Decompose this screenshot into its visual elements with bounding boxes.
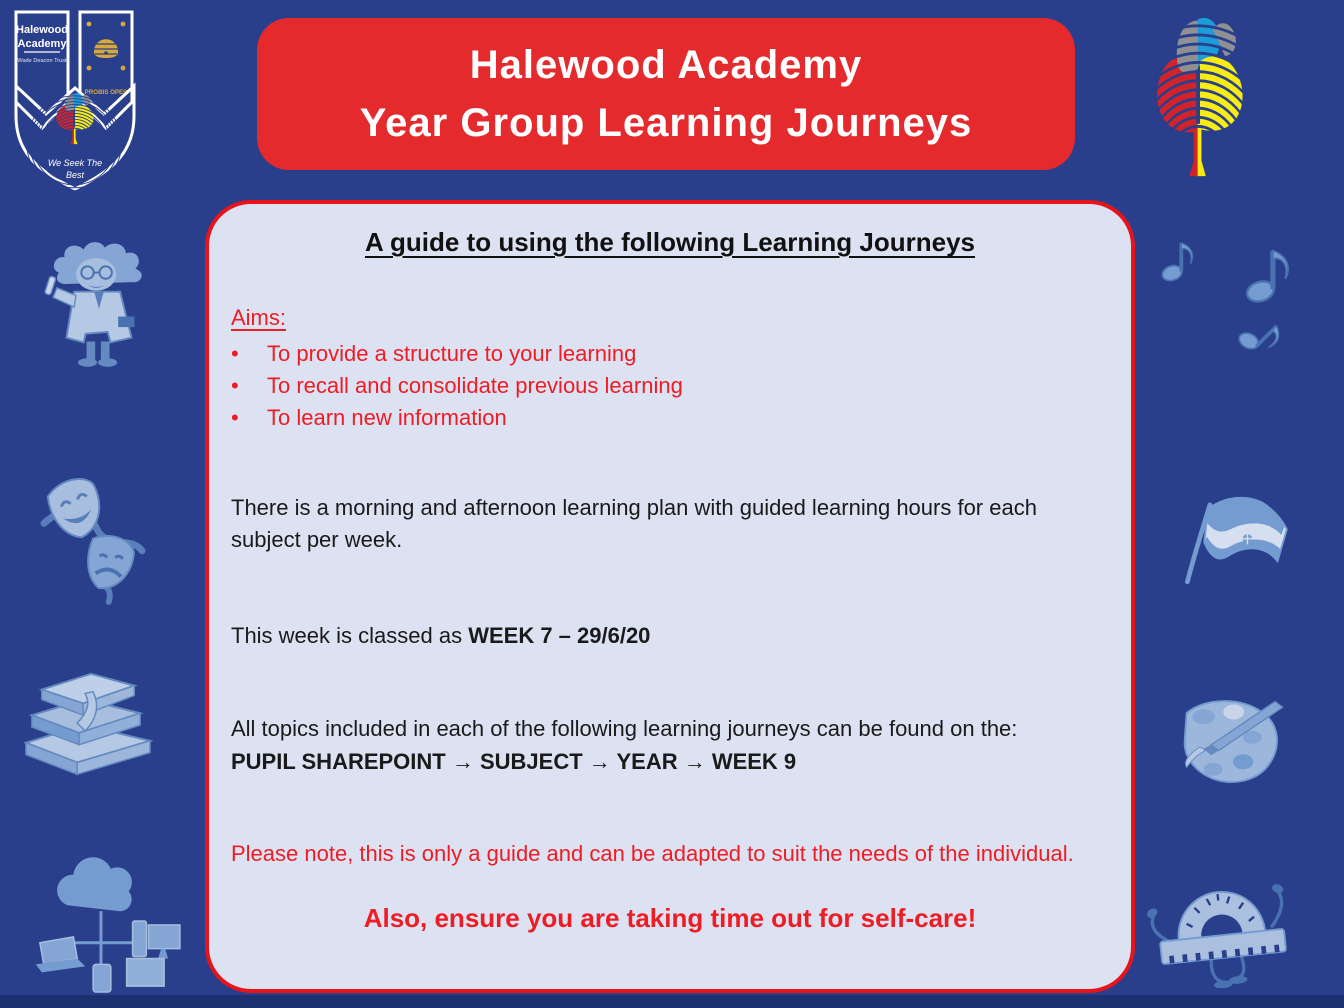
books-icon [14,664,162,792]
school-crest [10,6,140,196]
banner-line-1: Halewood Academy [469,43,863,87]
bullet-icon: • [231,405,239,430]
beehive-icon [87,22,126,71]
title-banner [257,18,1075,170]
bullet-icon: • [231,341,239,366]
monitor-2-icon [127,959,164,987]
crest-motto: PROBIS OPES [84,89,128,96]
pc-tower-icon [133,921,147,957]
crest-school-name-2: Academy [17,38,67,50]
fingerprint-tree-icon [1152,14,1248,184]
topics-text: All topics included in each of the following learning journeys can be found on the: [231,716,1018,741]
week-paragraph [231,620,1109,652]
note-paragraph: Please note, this is only a guide and can be adapted to suit the needs of the individual. [231,841,1074,866]
bottom-strip [0,995,1344,1008]
guide-panel [205,200,1135,993]
computer-network-icon [16,848,184,996]
aims-item-text: To recall and consolidate previous learning [267,373,683,398]
crest-trust-name: Wade Deacon Trust [17,58,67,64]
flag-icon [1178,474,1300,592]
aims-list [231,338,1109,434]
crest-tagline-1: We Seek The [47,158,103,168]
week-value: WEEK 7 – 29/6/20 [468,623,651,648]
protractor-icon [1146,856,1300,988]
topics-path: PUPIL SHAREPOINT → SUBJECT → YEAR → WEEK 9 [231,749,797,774]
aims-item [231,338,1109,370]
music-notes-icon [1160,232,1308,370]
aims-item [231,370,1109,402]
crest-school-name-1: Halewood [16,24,68,36]
aims-item-text: To learn new information [267,405,507,430]
art-palette-icon [1166,696,1292,790]
guide-title: A guide to using the following Learning Journeys [364,227,976,257]
cloud-icon [57,857,132,911]
crest-tagline-2: Best [65,170,85,180]
topics-paragraph [231,712,1109,778]
scientist-icon [40,240,158,374]
monitor-icon [148,925,180,949]
selfcare-line: Also, ensure you are taking time out for self-care! [363,903,977,933]
week-prefix: This week is classed as [231,623,469,648]
plan-paragraph: There is a morning and afternoon learning plan with guided learning hours for each subject per week. [231,495,1037,552]
banner-line-2: Year Group Learning Journeys [359,101,973,145]
bullet-icon: • [231,373,239,398]
aims-item [231,402,1109,434]
theater-masks-icon [40,472,148,610]
aims-heading: Aims: [231,305,286,330]
tablet-icon [93,964,111,992]
aims-item-text: To provide a structure to your learning [267,341,637,366]
